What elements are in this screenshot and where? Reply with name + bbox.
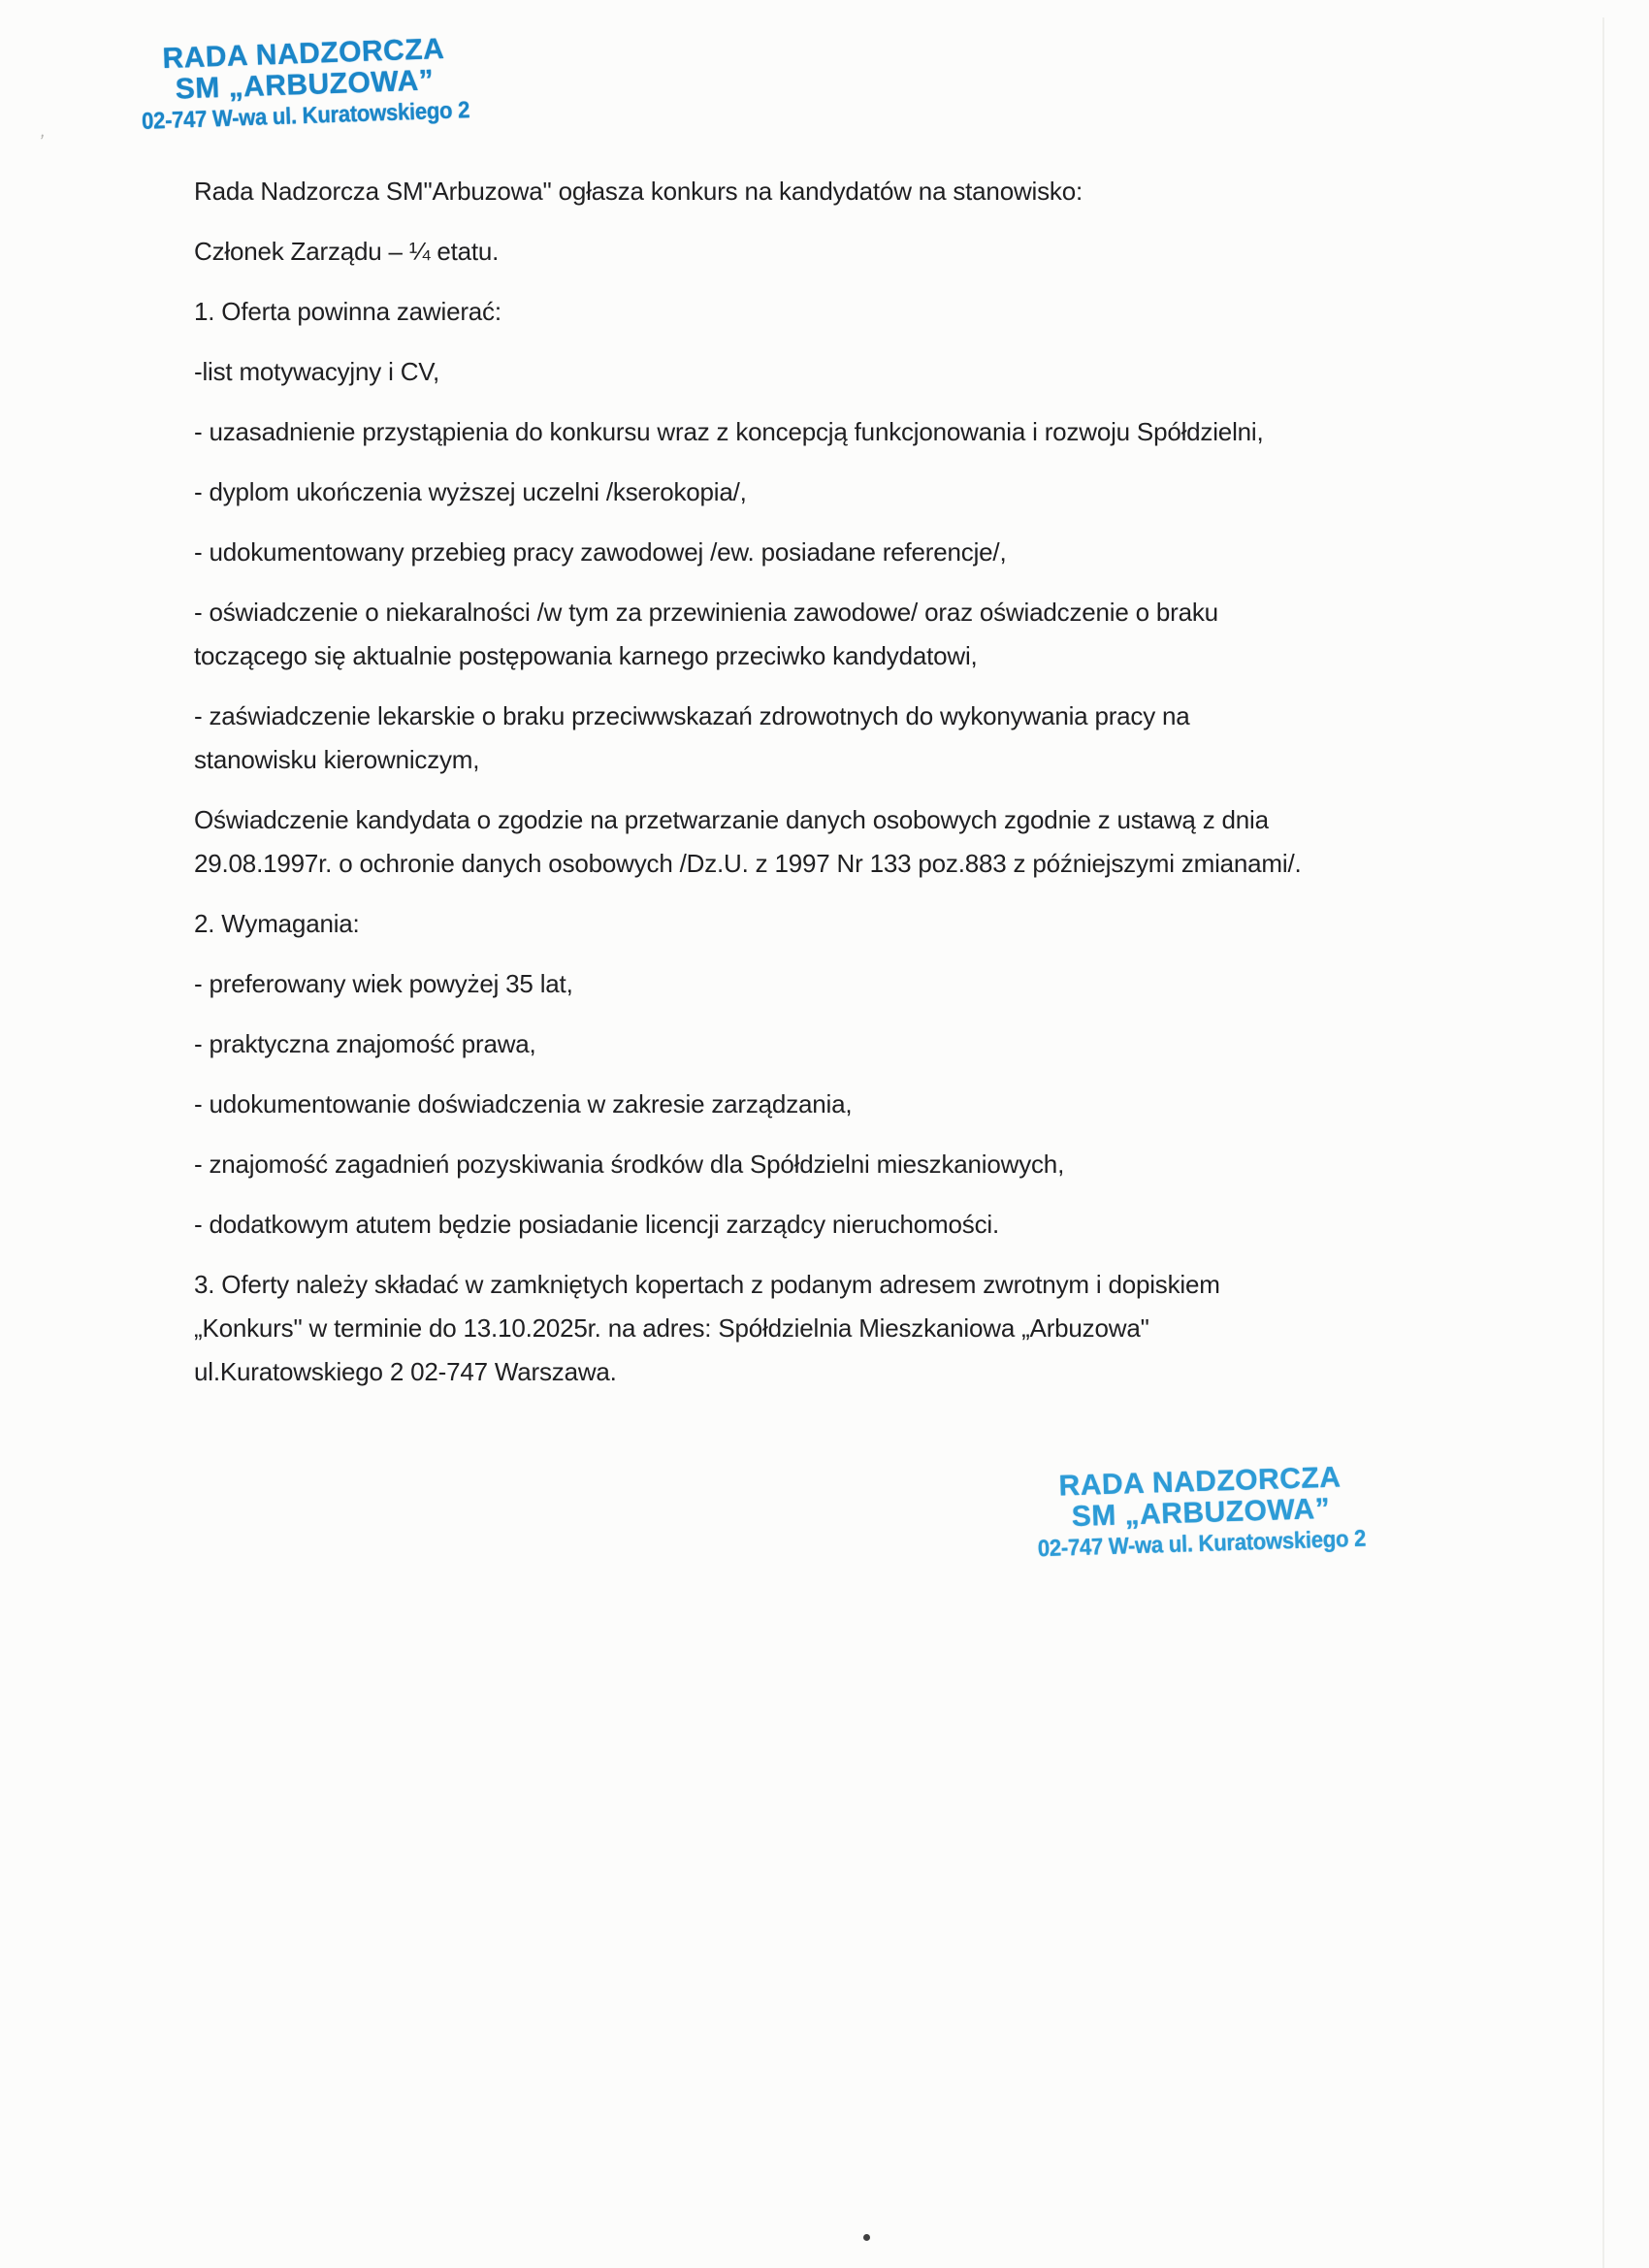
stamp-line: 02-747 W-wa ul. Kuratowskiego 2: [1037, 1525, 1367, 1563]
list-item: [194, 1022, 1494, 1066]
stamp-line: SM „ARBUZOWA”: [1071, 1492, 1331, 1534]
list-item: [194, 1203, 1494, 1247]
paragraph-section3-submission: [194, 1263, 1494, 1394]
paragraph-section1-heading: [194, 290, 1494, 334]
document-line: 29.08.1997r. o ochronie danych osobowych /Dz.U. z 1997 Nr 133 poz.883 z późniejszymi zmianami/.: [194, 849, 1302, 878]
scan-smudge-mark: ,: [38, 119, 49, 143]
document-line: - udokumentowany przebieg pracy zawodowej /ew. posiadane referencje/,: [194, 537, 1007, 567]
stamp-line: RADA NADZORCZA: [1058, 1461, 1342, 1503]
document-line: - dyplom ukończenia wyższej uczelni /kserokopia/,: [194, 477, 747, 506]
document-line: stanowisku kierowniczym,: [194, 745, 480, 774]
stamp-line: SM „ARBUZOWA”: [175, 64, 435, 106]
document-line: toczącego się aktualnie postępowania karnego przeciwko kandydatowi,: [194, 641, 978, 670]
document-line: Rada Nadzorcza SM"Arbuzowa" ogłasza konkurs na kandydatów na stanowisko:: [194, 177, 1083, 206]
list-item: [194, 962, 1494, 1006]
document-line: „Konkurs" w terminie do 13.10.2025r. na adres: Spółdzielnia Mieszkaniowa „Arbuzowa": [194, 1313, 1149, 1343]
document-line: - uzasadnienie przystąpienia do konkursu wraz z koncepcją funkcjonowania i rozwoju Spółdzielni,: [194, 417, 1264, 446]
stamp-line: 02-747 W-wa ul. Kuratowskiego 2: [141, 97, 470, 135]
list-item: [194, 695, 1494, 782]
list-item: [194, 470, 1494, 514]
list-item: [194, 591, 1494, 678]
document-line: Członek Zarządu – ¼ etatu.: [194, 237, 500, 266]
document-line: - znajomość zagadnień pozyskiwania środków dla Spółdzielni mieszkaniowych,: [194, 1150, 1065, 1179]
scan-edge-line: [1602, 17, 1604, 2268]
document-line: 2. Wymagania:: [194, 909, 360, 938]
list-item: [194, 410, 1494, 454]
document-line: - preferowany wiek powyżej 35 lat,: [194, 969, 573, 998]
document-line: - udokumentowanie doświadczenia w zakresie zarządzania,: [194, 1089, 853, 1118]
scan-ink-dot: [863, 2234, 870, 2241]
paragraph-consent: [194, 798, 1494, 886]
list-item: [194, 1083, 1494, 1126]
document-line: - dodatkowym atutem będzie posiadanie licencji zarządcy nieruchomości.: [194, 1210, 999, 1239]
stamp-line: RADA NADZORCZA: [161, 32, 445, 76]
paragraph-section2-heading: [194, 902, 1494, 946]
rubber-stamp-top: [122, 33, 486, 139]
paragraph-position: [194, 230, 1494, 274]
document-line: - zaświadczenie lekarskie o braku przeciwwskazań zdrowotnych do wykonywania pracy na: [194, 701, 1190, 730]
list-item: [194, 531, 1494, 574]
document-body: [194, 170, 1494, 1410]
document-line: - praktyczna znajomość prawa,: [194, 1029, 536, 1058]
document-line: ul.Kuratowskiego 2 02-747 Warszawa.: [194, 1357, 617, 1386]
document-line: 1. Oferta powinna zawierać:: [194, 297, 501, 326]
document-line: -list motywacyjny i CV,: [194, 357, 440, 386]
document-line: 3. Oferty należy składać w zamkniętych kopertach z podanym adresem zwrotnym i dopiskiem: [194, 1270, 1220, 1299]
list-item: [194, 1143, 1494, 1186]
document-line: Oświadczenie kandydata o zgodzie na przetwarzanie danych osobowych zgodnie z ustawą z dnia: [194, 805, 1269, 834]
document-line: - oświadczenie o niekaralności /w tym za przewinienia zawodowe/ oraz oświadczenie o braku: [194, 598, 1218, 627]
paragraph-announcement: [194, 170, 1494, 213]
list-item: [194, 350, 1494, 394]
rubber-stamp-bottom: [1019, 1461, 1383, 1566]
